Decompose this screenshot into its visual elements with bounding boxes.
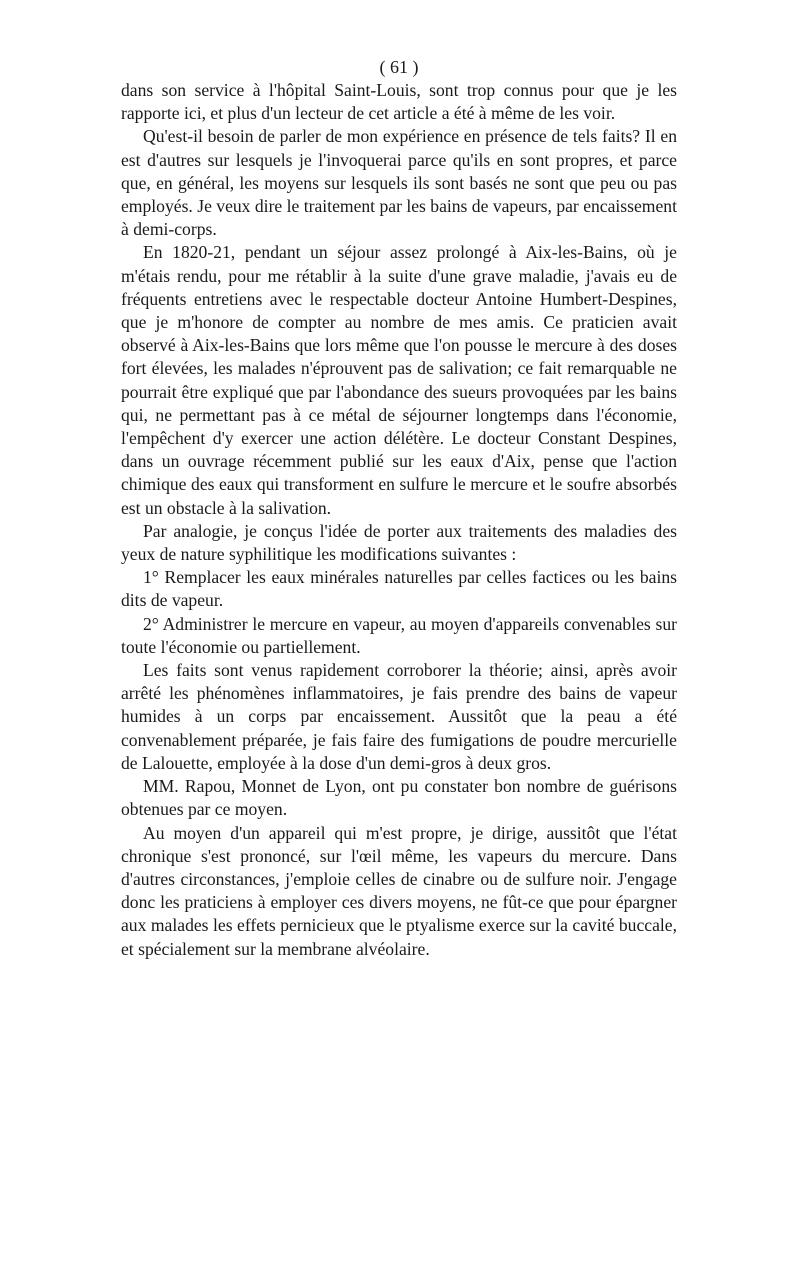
paragraph-apparatus: Au moyen d'un appareil qui m'est propre, je dirige, aussitôt que l'état chronique s'est prononcé, sur l'œil même, les vapeurs du mercure. Dans d'autres circonstances, j'emploie celles de cinabre ou de sulfure noir. J'engage donc les praticiens à employer ces divers moyens, ne fût-ce que pour épargner aux malades les effets pernicieux que le ptyalisme exerce sur la cavité buccale, et spécialement sur la membrane alvéolaire.: [121, 822, 677, 959]
paragraph-analogy: Par analogie, je conçus l'idée de porter aux traitements des maladies des yeux de nature syphilitique les modifications suivantes :: [121, 520, 677, 565]
paragraph-aix-les-bains: En 1820-21, pendant un séjour assez prolongé à Aix-les-Bains, où je m'étais rendu, pour me rétablir à la suite d'une grave maladie, j'avais eu de fréquents entretiens avec le respectable docteur Antoine Humbert-Despines, que je m'honore de compter au nombre de mes amis. Ce praticien avait observé à Aix-les-Bains que lors même que l'on pousse le mercure à des doses fort élevées, les malades n'éprouvent pas de salivation; ce fait remarquable ne pourrait être expliqué que par l'abondance des sueurs provoquées par les bains qui, ne permettant pas à ce métal de séjourner longtemps dans l'économie, l'empêchent d'y exercer une action délétère. Le docteur Constant Despines, dans un ouvrage récemment publié sur les eaux d'Aix, pense que l'action chimique des eaux qui transforment en sulfure le mercure et le soufre absorbés est un obstacle à la salivation.: [121, 242, 677, 518]
book-page: [121, 56, 677, 961]
page-number: ( 61 ): [379, 57, 419, 77]
paragraph-continuation: dans son service à l'hôpital Saint-Louis, sont trop connus pour que je les rapporte ici, et plus d'un lecteur de cet article a été à même de les voir.: [121, 80, 677, 124]
paragraph-modification-1: 1° Remplacer les eaux minérales naturelles par celles factices ou les bains dits de vapeur.: [121, 567, 677, 611]
paragraph-colleagues: MM. Rapou, Monnet de Lyon, ont pu constater bon nombre de guérisons obtenues par ce moyen.: [121, 776, 677, 820]
paragraph-experience: Qu'est-il besoin de parler de mon expérience en présence de tels faits? Il en est d'autres sur lesquels je l'invoquerai parce qu'ils en sont propres, et parce que, en général, les moyens sur lesquels ils sont basés ne sont que peu ou pas employés. Je veux dire le traitement par les bains de vapeurs, par encaissement à demi-corps.: [121, 126, 677, 240]
paragraph-facts: Les faits sont venus rapidement corroborer la théorie; ainsi, après avoir arrêté les phénomènes inflammatoires, je fais prendre des bains de vapeur humides à un corps par encaissement. Aussitôt que la peau a été convenablement préparée, je fais faire des fumigations de poudre mercurielle de Lalouette, employée à la dose d'un demi-gros à deux gros.: [121, 660, 677, 773]
paragraph-modification-2: 2° Administrer le mercure en vapeur, au moyen d'appareils convenables sur toute l'économie ou partiellement.: [121, 613, 677, 657]
